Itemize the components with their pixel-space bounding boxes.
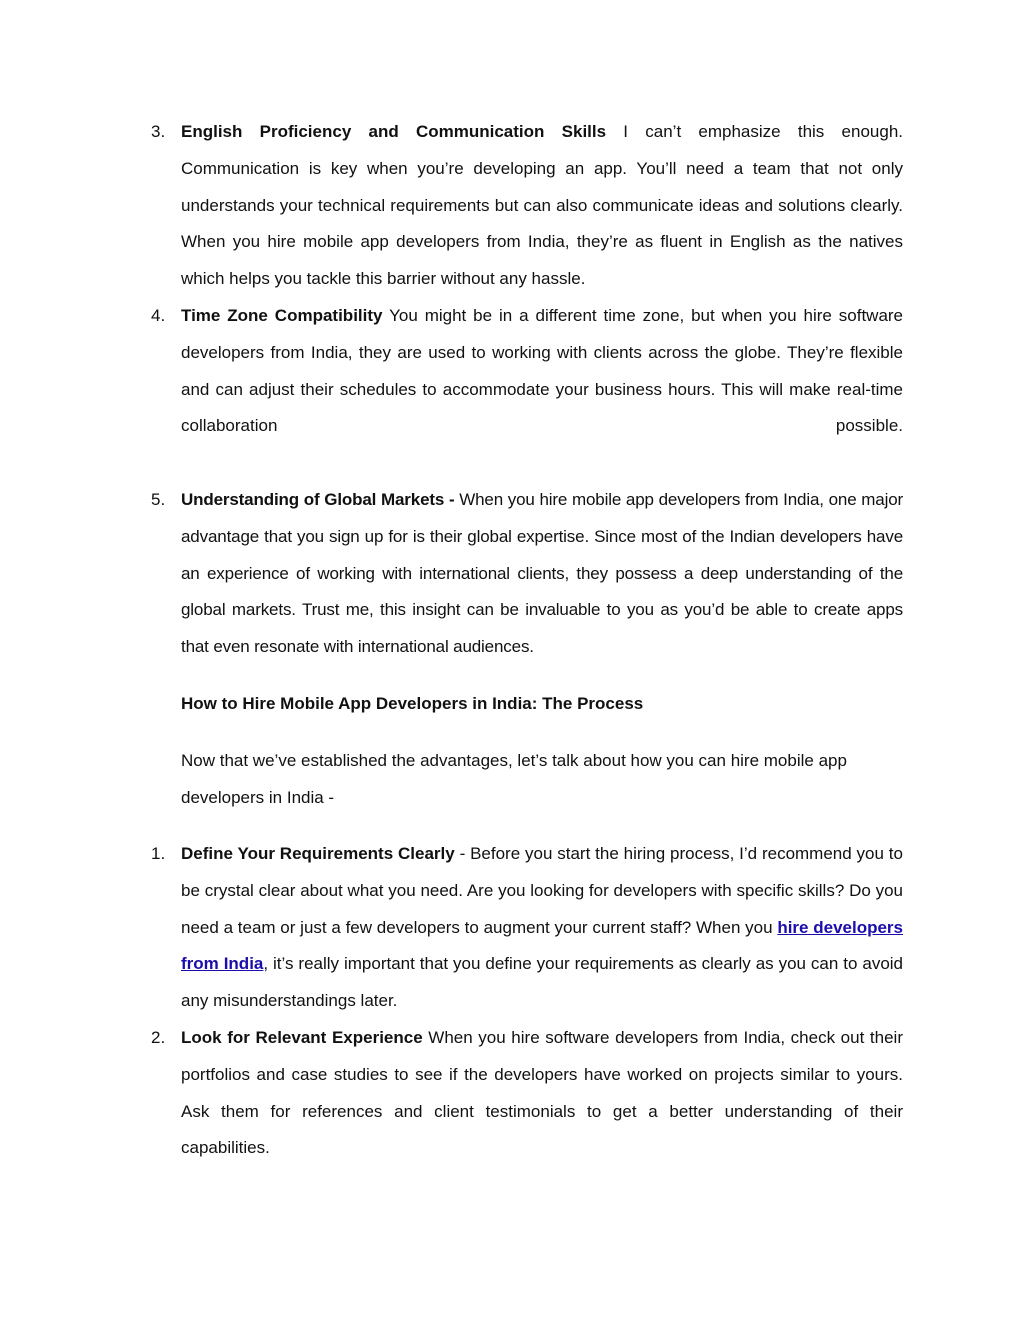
list-item-text: When you hire mobile app developers from India, one major advantage that you sign up for is their global expertise. Since most of the Indian developers have an experience of working with international clients, they possess a deep understanding of the global markets. Trust me, this insight can be invaluable to you as you’d be able to create apps that even resonate with international audiences. xyxy=(181,490,904,657)
list-item-body xyxy=(181,1020,903,1167)
intro-paragraph: Now that we’ve established the advantages, let’s talk about how you can hire mobile app developers in India - xyxy=(181,751,847,807)
list-number: 1. xyxy=(151,844,166,863)
list-item-body xyxy=(181,298,903,445)
hire-developers-link[interactable]: hire developers from India xyxy=(181,917,904,974)
list-item-label: Define Your Requirements Clearly xyxy=(181,844,455,863)
list-item-label: Understanding of Global Markets - xyxy=(181,490,455,509)
list-item-text: You might be in a different time zone, but when you hire software developers from India, they are used to working with clients across the globe. They’re flexible and can adjust their schedules to accommodate your business hours. This will make real-time collaboration possible. xyxy=(181,306,904,436)
list-number: 5. xyxy=(151,490,166,509)
list-item-label: Look for Relevant Experience xyxy=(181,1028,423,1047)
list-item-text: I can’t emphasize this enough. Communication is key when you’re developing an app. You’ll need a team that not only understands your technical requirements but can also communicate ideas and solutions clearly. When you hire mobile app developers from India, they’re as fluent in English as the natives which helps you tackle this barrier without any hassle. xyxy=(181,122,903,289)
list-item-label: English Proficiency and Communication Skills xyxy=(181,122,607,141)
list-item-text: When you hire software developers from India, check out their portfolios and case studies to see if the developers have worked on projects similar to yours. Ask them for references and client testimonials to get a better understanding of their capabilities. xyxy=(181,1028,903,1158)
list-item-label: Time Zone Compatibility xyxy=(181,306,383,325)
list-number: 2. xyxy=(151,1028,166,1047)
list-item-text: , it’s really important that you define your requirements as clearly as you can to avoid any misunderstandings later. xyxy=(181,954,903,1011)
section-heading: How to Hire Mobile App Developers in India: The Process xyxy=(181,694,644,713)
list-number: 4. xyxy=(151,306,166,325)
list-item-body xyxy=(181,836,903,1020)
list-item-body xyxy=(181,114,903,298)
list-number: 3. xyxy=(151,122,166,141)
list-item-body xyxy=(181,482,903,666)
list-item-text: - Before you start the hiring process, I’d recommend you to be crystal clear about what you need. Are you looking for developers with specific skills? Do you need a team or just a few developers to augment your current staff? When you xyxy=(181,844,903,937)
